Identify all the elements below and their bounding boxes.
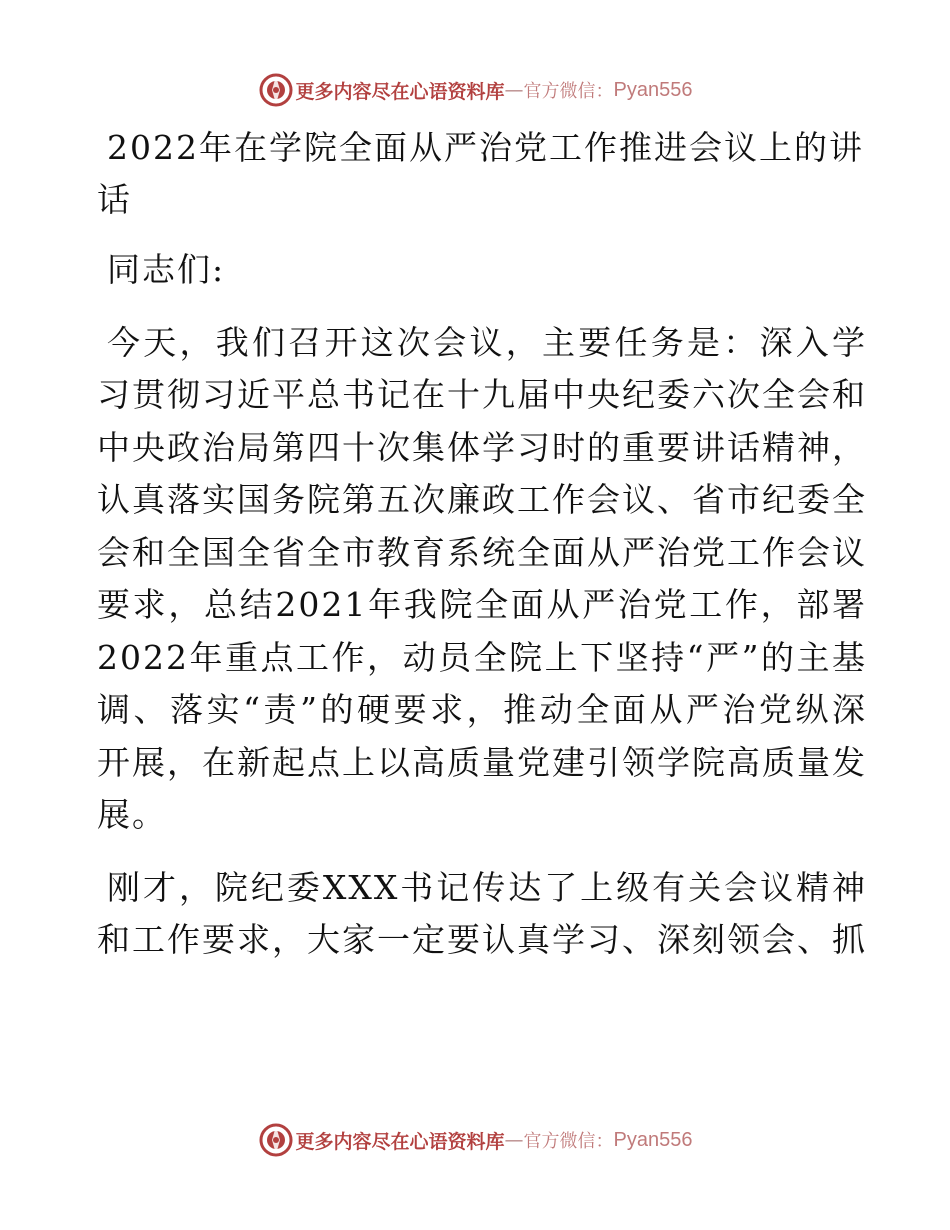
salutation: 同志们: <box>107 250 226 289</box>
document-body <box>97 122 867 967</box>
banner-text: 更多内容尽在心语资料库 <box>295 1130 505 1153</box>
banner-text: 更多内容尽在心语资料库 <box>295 80 505 103</box>
logo-icon <box>258 1122 294 1158</box>
logo-icon <box>258 72 294 108</box>
paragraph: 今天，我们召开这次会议，主要任务是：深入学习贯彻习近平总书记在十九届中央纪委六次全会和中央政治局第四十次集体学习时的重要讲话精神，认真落实国务院第五次廉政工作会议、省市纪委全会和全国全省全市教育系统全面从严治党工作会议要求，总结2021年我院全面从严治党工作，部署2022年重点工作，动员全院上下坚持“严”的主基调、落实“责”的硬要求，推动全面从严治党纵深开展，在新起点上以高质量党建引领学院高质量发展。 <box>97 322 867 834</box>
footer-banner <box>0 1120 950 1160</box>
banner-separator: — <box>504 79 524 101</box>
banner-wechat-id: Pyan556 <box>613 78 693 101</box>
banner-wechat-label: 官方微信： <box>523 1131 614 1152</box>
banner-wechat-label: 官方微信： <box>523 81 614 102</box>
banner-wechat-id: Pyan556 <box>613 1128 693 1151</box>
banner-separator: — <box>504 1129 524 1151</box>
paragraph: 刚才，院纪委XXX书记传达了上级有关会议精神和工作要求，大家一定要认真学习、深刻领会、抓 <box>97 867 867 959</box>
document-title: 2022年在学院全面从严治党工作推进会议上的讲话 <box>97 128 864 219</box>
header-banner <box>0 70 950 110</box>
